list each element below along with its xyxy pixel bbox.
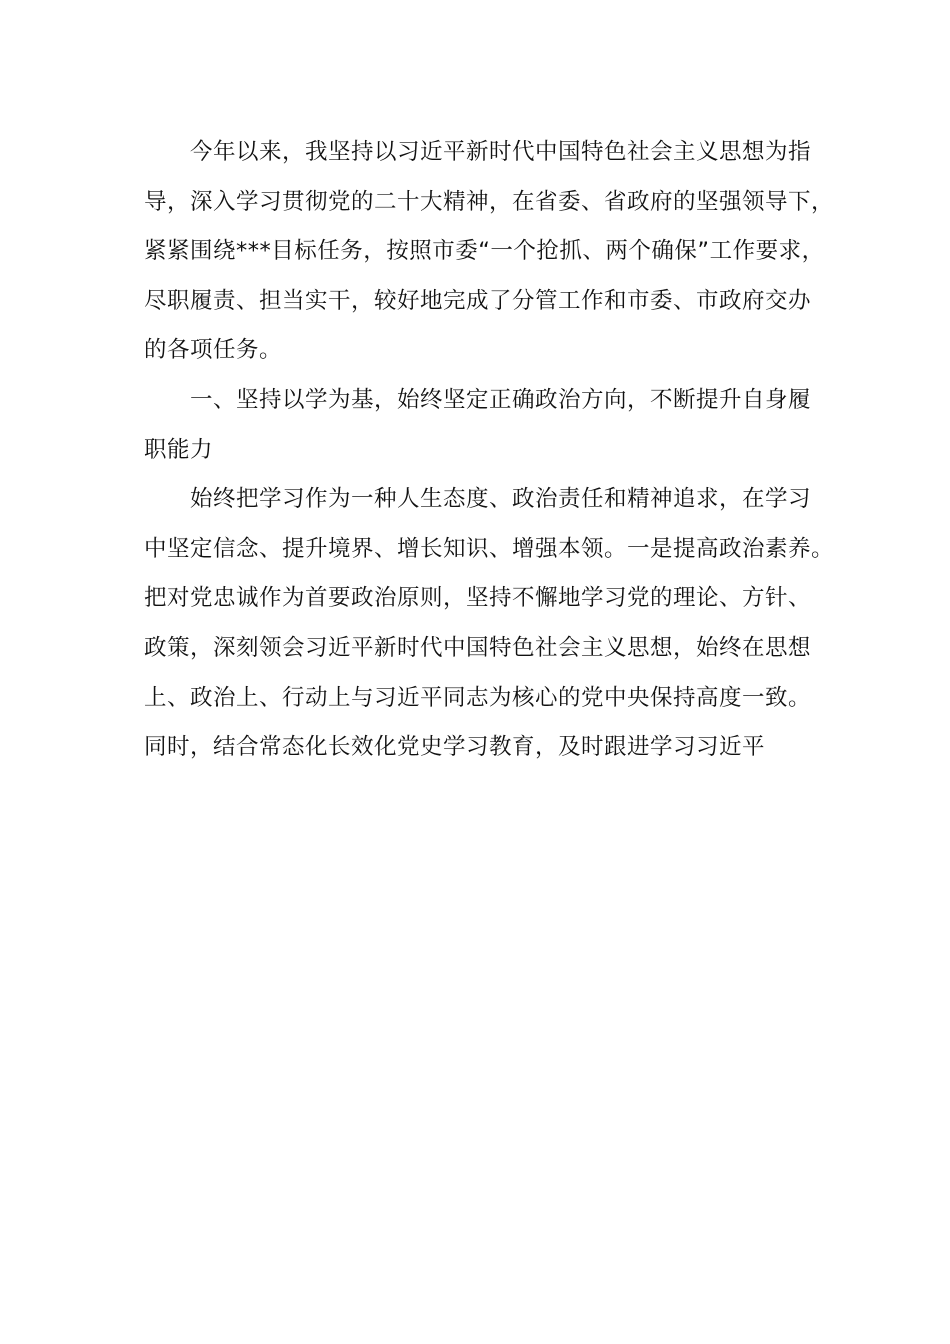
section-heading-line-2: 职能力 [144,436,214,463]
paragraph-2-line-5: 上、政治上、行动上与习近平同志为核心的党中央保持高度一致。 [144,684,812,711]
paragraph-1-line-3: 紧紧围绕***目标任务，按照市委“一个抢抓、两个确保”工作要求， [144,238,825,265]
paragraph-1-line-2: 导，深入学习贯彻党的二十大精神，在省委、省政府的坚强领导下， [144,188,835,215]
paragraph-1-line-4: 尽职履责、担当实干，较好地完成了分管工作和市委、市政府交办 [144,287,812,314]
document-body [144,128,834,773]
paragraph-2-line-3: 把对党忠诚作为首要政治原则，坚持不懈地学习党的理论、方针、 [144,585,812,612]
paragraph-2-line-1: 始终把学习作为一种人生态度、政治责任和精神追求，在学习 [190,486,812,513]
paragraph-1-line-1: 今年以来，我坚持以习近平新时代中国特色社会主义思想为指 [190,139,812,165]
paragraph-2-line-2: 中坚定信念、提升境界、增长知识、增强本领。一是提高政治素养。 [144,535,835,562]
paragraph-2-line-6: 同时，结合常态化长效化党史学习教育，及时跟进学习习近平 [144,734,766,761]
paragraph-1-line-5: 的各项任务。 [144,337,283,364]
section-heading-line-1: 一、坚持以学为基，始终坚定正确政治方向，不断提升自身履 [190,386,812,413]
paragraph-2-line-4: 政策，深刻领会习近平新时代中国特色社会主义思想，始终在思想 [144,634,812,661]
